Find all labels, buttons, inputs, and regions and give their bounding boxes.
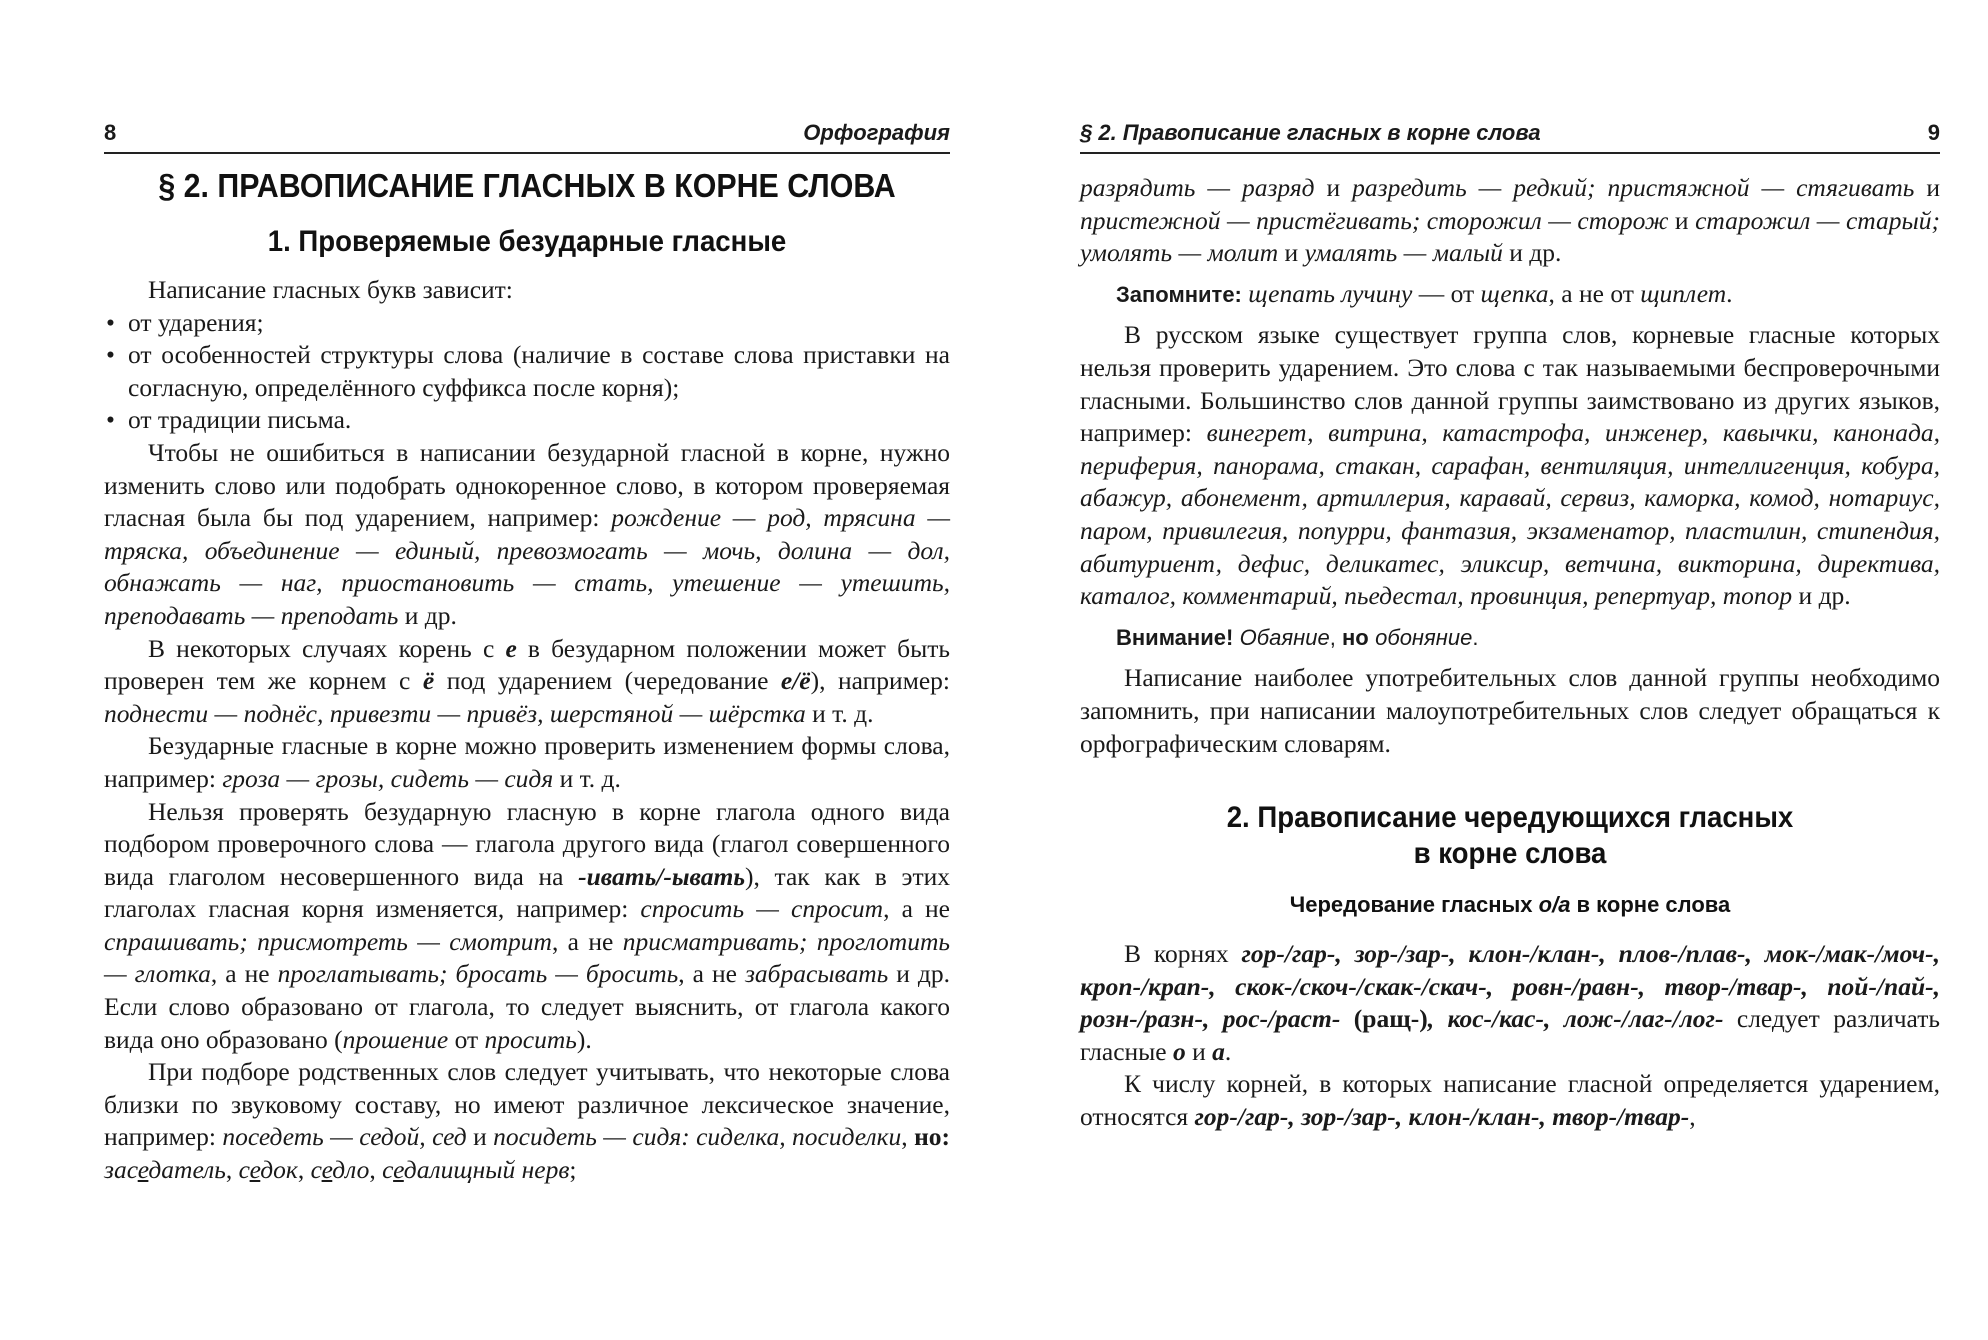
left-content	[104, 166, 950, 1187]
running-head-title-left: Орфография	[803, 120, 950, 145]
paragraph-e-yo: В некоторых случаях корень с е в безударном положении может быть проверен тем же корнем с ё под ударением (чередование е/ё), например: поднести — поднёс, привезти — привёз, шерстяной — шёрстка и т. д.	[104, 633, 950, 728]
right-page	[1080, 0, 1940, 1340]
page-number-left: 8	[104, 120, 117, 145]
running-head-title-right: § 2. Правописание гласных в корне слова	[1080, 120, 1541, 145]
intro-paragraph: Написание гласных букв зависит:	[148, 275, 513, 304]
attention-note: Внимание! Обаяние, но обоняние.	[1116, 624, 1479, 650]
section-title: § 2. ПРАВОПИСАНИЕ ГЛАСНЫХ В КОРНЕ СЛОВА	[158, 167, 896, 204]
paragraph-continued-examples: разрядить — разряд и разредить — редкий; пристяжной — стягивать и пристежной — пристёгивать; сторожил — сторож и старожил — старый; умолять — молит и умалять — малый и др.	[1080, 173, 1940, 268]
paragraph-verb-aspect: Нельзя проверять безударную гласную в корне глагола одного вида подбором проверочного слова — глагола другого вида (глагол совершенного вида глаголом несовершенного вида на -ивать/-ывать), так как в этих глаголах гласная корня изменяется, например: спросить — спросит, а не спрашивать; присмотреть — смотрит, а не присматривать; проглотить — глотка, а не проглатывать; бросать — бросить, а не забрасывать и др. Если слово образовано от глагола, то следует выяснить, от глагола какого вида оно образовано (прошение от просить).	[104, 796, 950, 1054]
bullet-item: • от особенностей структуры слова (наличие в составе слова приставки на согласную, определённого суффикса после корня);	[104, 339, 950, 404]
subsection-title-2: 2. Правописание чередующихся гласных в корне слова	[1226, 801, 1794, 871]
right-content	[1080, 172, 1940, 1134]
paragraph-related-words: При подборе родственных слов следует учитывать, что некоторые слова близки по звуковому составу, но имеют различное лексическое значение, например: поседеть — седой, сед и посидеть — сидя: сиделка, посиделки, но: заседатель, седок, седло, седалищный нерв;	[104, 1057, 950, 1185]
sub-heading-o-a: Чередование гласных о/а в корне слова	[1289, 892, 1731, 918]
running-head-left	[104, 118, 950, 154]
left-page	[104, 0, 950, 1340]
page-number-right: 9	[1927, 120, 1940, 145]
paragraph-form-change: Безударные гласные в корне можно проверить изменением формы слова, например: гроза — грозы, сидеть — сидя и т. д.	[104, 731, 950, 793]
paragraph-stress-roots: К числу корней, в которых написание гласной определяется ударением, относятся гор-/гар-, зор-/зар-, клон-/клан-, твор-/твар-,	[1080, 1069, 1940, 1132]
bullet-item: • от ударения;	[104, 307, 950, 340]
paragraph-memorize: Написание наиболее употребительных слов данной группы необходимо запомнить, при написании малоупотребительных слов следует обращаться к орфографическим словарям.	[1080, 663, 1940, 758]
running-head-right	[1080, 118, 1940, 154]
paragraph-check-vowels: Чтобы не ошибиться в написании безударной гласной в корне, нужно изменить слово или подобрать однокоренное слово, в котором проверяемая гласная была бы под ударением, например: рождение — род, трясина — тряска, объединение — единый, превозмогать — мочь, долина — дол, обнажать — наг, приостановить — стать, утешение — утешить, преподавать — преподать и др.	[104, 437, 950, 630]
bullet-list	[104, 307, 950, 437]
paragraph-unverifiable-vowels: В русском языке существует группа слов, корневые гласные которых нельзя проверить ударением. Это слова с так называемыми беспроверочными гласными. Большинство слов данной группы заимствовано из других языков, например: винегрет, витрина, катастрофа, инженер, кавычки, канонада, периферия, панорама, стакан, сарафан, вентиляция, интеллигенция, кобура, абажур, абонемент, артиллерия, каравай, сервиз, каморка, комод, нотариус, паром, привилегия, попурри, фантазия, экзаменатор, пластилин, стипендия, абитуриент, дефис, деликатес, эликсир, ветчина, викторина, директива, каталог, комментарий, пьедестал, провинция, репертуар, топор и др.	[1080, 320, 1940, 611]
paragraph-roots: В корнях гор-/гар-, зор-/зар-, клон-/клан-, плов-/плав-, мок-/мак-/моч-, кроп-/крап-, скок-/скоч-/скак-/скач-, ровн-/равн-, твор-/твар-, пой-/пай-, розн-/разн-, рос-/раст- (ращ-), кос-/кас-, лож-/лаг-/лог- следует различать гласные о и а.	[1080, 939, 1940, 1066]
bullet-item: • от традиции письма.	[104, 404, 950, 437]
subsection-title-1: 1. Проверяемые безударные гласные	[267, 225, 787, 258]
remember-note: Запомните: щепать лучину — от щепка, а не от щиплет.	[1116, 278, 1733, 308]
